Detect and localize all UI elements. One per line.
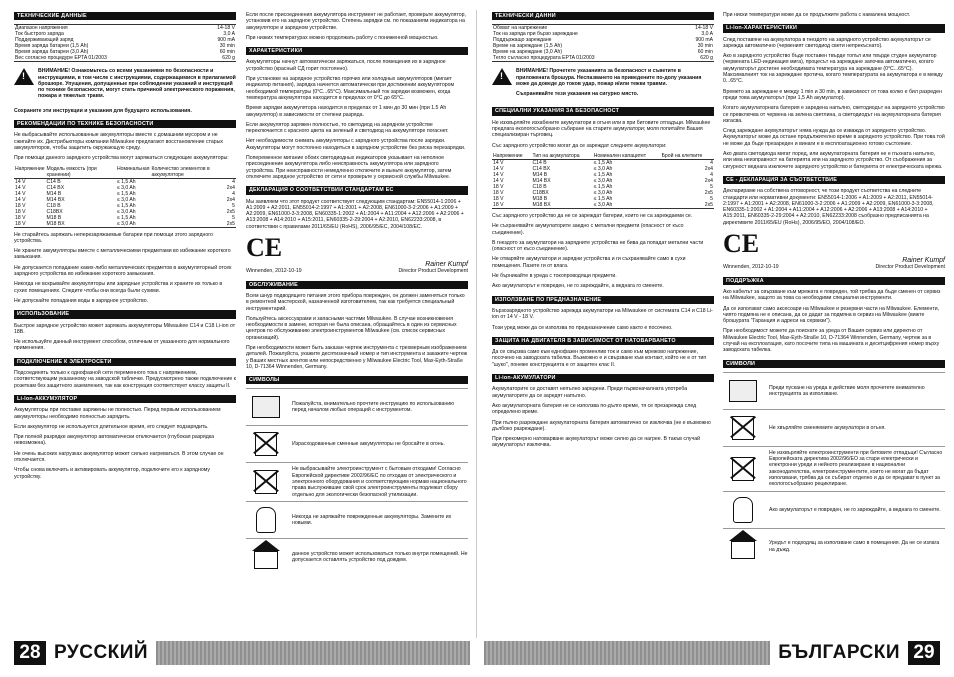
- body-paragraph: При низких температурах можно продолжать работу с пониженной мощностью.: [246, 34, 439, 41]
- body-paragraph: При ниски температури може да се продължите работа с намалена мощност.: [723, 12, 911, 18]
- battery-paragraph: Акумулаторите се доставят непълно заредени. Преди първоначалната употреба акумулаторите да се заредят напълно.: [492, 386, 688, 399]
- safety-paragraph: В гнездото за акумулатори на зарядните устройства не бива да попадат метални части (опасност от късо съединение).: [492, 239, 704, 253]
- table-row: 18 V M18 BX ≤ 3,0 Ah 2x5: [493, 201, 713, 208]
- features-paragraph: Время зарядки аккумулятора находится в пределах от 1 мин до 30 мин (при 1.5 Ah аккумулятор) в зависимости от степени разряда.: [246, 105, 447, 118]
- maintenance-paragraph: Пользуйтесь аксессуарами и запасными частями Milwaukee. В случае возникновения необходимости в замене, которая не была описана, обращайтесь в один из сервисных центров по обслуживанию электроинструментов Milwaukee (см. список сервисных организаций).: [246, 315, 457, 341]
- symbols-heading: СИМВОЛЫ: [246, 376, 468, 384]
- use-heading: ИЗПОЛЗВАНЕ ПО ПРЕДНАЗНАЧЕНИЕ: [492, 296, 714, 304]
- table-row: Ток быстрого заряда 3,0 A: [15, 31, 235, 38]
- right-column-2: [723, 12, 945, 565]
- features-paragraph: Аккумуляторы начнут автоматически заряжаться, после помещения их в зарядное устройство (красный СД горит постоянно).: [246, 59, 446, 72]
- maintenance-paragraph: Всем шнур подводящего питания этого прибора поврежден, он должен заменяться только в ремонтной мастерской, назначенной изготовителем, так как требуется специальный инструментарий.: [246, 292, 465, 312]
- table-row: 14 V C14 B ≤ 1,5 Ah 4: [493, 159, 713, 166]
- maintenance-paragraph: При необходимости может быть заказан чертеж инструмента с трехмерным изображением деталей. Пожалуйста, укажите десятизначный номер и тип инструмента и закажите чертеж у Ваших местных агентов или непосредственно у Milwaukee Electric Tool, Max-Eyth-Straße 10, D-71364 Winnenden, Germany.: [246, 344, 468, 370]
- table-row: 14 V M14 B ≤ 1,5 Ah 4: [493, 171, 713, 178]
- battery-paragraph: При пълно разреждане акумулаторната батерия автоматично се изключва (не е възможно дълбоко разреждане).: [492, 419, 711, 432]
- no-fire-battery-icon: [732, 416, 754, 440]
- indoor-use-icon: [254, 551, 278, 569]
- declaration-text: Мы заявляем что этот продукт соответствует следующим стандартам: EN55014-1:2006 + A1:2009 + A2:2011, EN55014-2:1997 + A1:2001 + A2:2008, EN61000-3-2:2006 + A1:2009 + A2:2009, EN61000-3-3:2008, EN60335-1:2002 + A1:2004 + A11:2004 + A12:2006 + A2:2006 + A13:2008 + A14:2010 + A15:2011, EN60335-2-29:2004 + A2:2010, EN62233:2008, в соответствии с правилами 2011/65/EU (RoHS), 2006/95/EC, 2004/108/EC.: [246, 198, 464, 230]
- features-paragraph: Времето за зареждане е между 1 min и 30 min, в зависимост от това колко е бил разреден преди това акумулаторът (при 1,5 Ah акумулатор).: [723, 88, 942, 101]
- crossed-bin-icon: [732, 457, 754, 481]
- ce-mark: CE: [723, 229, 760, 259]
- table-header: Напрежение Тип на акумулатора Номинален капацитет Брой на клетките: [492, 153, 714, 160]
- features-paragraph: При установке на зарядное устройство горячих или холодных аккумуляторов (мигает индикатор питания), зарядка начнется автоматически при достижении аккумулятором необходимой температуры (0°C...65°C). Максимальный ток зарядки возможен, когда температура аккумулятора находится в пределах от 0°C до 65°C.: [246, 76, 455, 101]
- ce-mark: CE: [246, 233, 283, 263]
- table-row: Ток на заряда при бързо зареждане 3,0 A: [493, 31, 713, 38]
- symbol-row: данное устройство может использоваться только внутри помещений. Не допускается оставлять устройство под дождем.: [246, 538, 468, 575]
- features-paragraph: След зареждане акумулаторът няма нужда да се изважда от зарядното устройство. Акумулаторът може да остане продължително време в зарядното устройство. При това той не може да бъде презареден и винаги е в експлоатационно готово състояние.: [723, 128, 945, 147]
- battery-table: [14, 166, 236, 228]
- table-row: 14 V M14 BX ≤ 3,0 Ah 2x4: [493, 177, 713, 184]
- symbol-row: Не изхвърляйте електроинструменти при битовите отпадъци! Съгласно Европейската директива 2002/96/ЕО за стари електрически и електронни уреди и нейното реализиране в национални законодателства, електроинструментите, които не могат да бъдат използвани, трябва да се събират отделно и да се предават в пункт за екологосъобразно рециклиране.: [723, 446, 945, 491]
- safety-heading: РЕКОМЕНДАЦИИ ПО ТЕХНИКЕ БЕЗОПАСНОСТИ: [14, 120, 236, 128]
- features-heading: ХАРАКТЕРИСТИКИ: [246, 47, 468, 55]
- battery-paragraph: Чтобы снова включить и активировать аккумулятор, подключите его к зарядному устройству.: [14, 467, 210, 480]
- symbol-row: Преди пускане на уреда в действие моля прочетете внимателно инструкцията за използване.: [723, 372, 945, 409]
- features-paragraph: След поставяне на акумулатора в гнездото на зарядното устройство акумулаторът се зарежда автоматично (червеният светодиод свети непрекъснато).: [723, 36, 931, 49]
- signer-name: Rainer Kumpf: [425, 261, 468, 269]
- maintenance-heading: ПОДДРЪЖКА: [723, 277, 945, 285]
- battery-paragraph: При прекомерно натоварване акумулаторът може силно да се нагрее. В такъв случай акумулаторът изключва.: [492, 436, 701, 449]
- table-row: Диапазон напряжения 14-18 V: [15, 25, 235, 32]
- tech-data-heading: ТЕХНИЧЕСКИЕ ДАННЫЕ: [14, 12, 236, 20]
- table-row: Поддерживающий заряд 900 mA: [15, 37, 235, 44]
- symbol-row: Не хвърляйте сменяемите акумулатори в огъня.: [723, 409, 945, 446]
- symbol-row: Никогда не заряжайте поврежденные аккумуляторы. Замените их новыми.: [246, 501, 468, 538]
- tech-data-table: [14, 24, 236, 62]
- page-language: РУССКИЙ: [54, 642, 149, 663]
- table-row: Поддържащо зареждане 900 mA: [493, 37, 713, 44]
- signer-place: Winnenden, 2012-10-19: [246, 268, 302, 275]
- symbols-heading: СИМВОЛИ: [723, 360, 945, 368]
- table-row: 18 V M18 BX ≤ 3,0 Ah 2x5: [15, 220, 235, 227]
- left-column-2: [246, 12, 468, 575]
- electric-paragraph: Подсоединять только к однофазной сети переменного тока с напряжением, соответствующим указанному на заводской табличке. Предусмотрено также подключение к розеткам без защитного заземления, так как конструкция соответствует классу защиты II.: [14, 370, 236, 389]
- safety-paragraph: Никогда не вскрывайте аккумуляторы или зарядные устройства и храните их только в сухих помещениях. Следите чтобы они всегда были сухими.: [14, 281, 223, 294]
- declaration-text: Декларираме на собствена отговорност, че този продукт съответства на следните стандарти или нормативни документи: EN55014-1:2006 + A1:2009 + A2:2011, EN55014-2:1997 + A1:2001 + A2:2008, EN61000-3-2:2006 + A1:2009 + A2:2009, EN61000-3-3:2008, EN60335-1:2002 + A1:2004 + A11:2004 + A12:2006 + A2:2006 + A13:2008 + A14:2010 + A15:2011, EN60335-2-29:2004 + A2:2010, EN62233:2008 съобразно предписанията на директивите 2011/65/EU (RoHs), 2006/95/EO, 2004/108/EO.: [723, 188, 934, 226]
- table-row: 14 V M14 BX ≤ 3,0 Ah 2x4: [15, 196, 235, 203]
- symbol-row: Израсходованные сменные аккумуляторы не бросайте в огонь.: [246, 425, 468, 462]
- table-header: Напряжение Модель емкость (при хранении) Номинальная Количество элементов в аккумуляторе: [14, 166, 236, 179]
- battery-heading: Li-Ion-АККУМУЛЯТОР: [14, 395, 236, 403]
- warning-keep: Сохраните эти инструкции и указания для будущего использования.: [14, 107, 192, 114]
- footer-bar: [156, 641, 470, 665]
- safety-paragraph: Не съхранявайте акумулаторите заедно с метални предмети (опасност от късо съединение).: [492, 223, 684, 236]
- battery-paragraph: Аккумуляторы при поставке заряжены не полностью. Перед первым использованием аккумуляторы необходимо полностью зарядить.: [14, 407, 221, 420]
- safety-paragraph: При помощи данного зарядного устройства могут заряжаться следующие аккумуляторы:: [14, 155, 229, 162]
- signer-title: Director Product Development: [398, 268, 468, 275]
- warning-text: ВНИМАНИЕ! Ознакомьтесь со всеми указаниями по безопасности и инструкциями, в том числе с инструкциями, содержащимися в прилагаемой брошюре. Упущения, допущенные при соблюдении указаний и инструкций по технике безопасности, могут стать причиной электрического поражения, пожара и тяжелых травм.: [38, 68, 236, 100]
- read-manual-icon: [252, 396, 280, 418]
- safety-paragraph: Със зарядното устройство да не се зареждат батерии, които не са зареждаеми се.: [492, 212, 693, 219]
- battery-heading: Li-ion-АКУМУЛАТОРИ: [492, 374, 714, 382]
- features-heading: Li-Ion-ХАРАКТЕРИСТИКИ: [723, 24, 945, 32]
- table-row: Время заряда батареи (1,5 Ah) 30 min: [15, 43, 235, 50]
- body-paragraph: Если после присоединения аккумулятора инструмент не работает, проверьте аккумулятор, установив его на зарядное устройство. Степень зарядки см. по показаниям индикатора на аккумуляторе и зарядном устройстве.: [246, 12, 466, 31]
- signer-place: Winnenden, 2012-10-19: [723, 264, 779, 271]
- electric-heading: ПОДКЛЮЧЕНИЕ К ЭЛЕКТРОСЕТИ: [14, 358, 236, 366]
- safety-paragraph: Ако акумулаторът е повреден, не го зареждайте, а веднага го сменете.: [492, 283, 664, 290]
- signer-name: Rainer Kumpf: [902, 257, 945, 265]
- damaged-battery-icon: [256, 507, 276, 533]
- table-row: 14 V M14 B ≤ 1,5 Ah 4: [15, 190, 235, 197]
- use-heading: ИСПОЛЬЗОВАНИЕ: [14, 310, 236, 318]
- tech-data-table: [492, 24, 714, 62]
- features-paragraph: Нет необходимости снимать аккумуляторы с зарядного устройства после зарядки. Аккумуляторы могут постоянно находиться в зарядном устройстве без риска перезарядки.: [246, 138, 466, 151]
- table-row: 18 V C18 B ≤ 1,5 Ah 5: [493, 183, 713, 190]
- signature-block: [246, 234, 468, 275]
- use-paragraph: Быстрое зарядное устройство может заряжать аккумуляторы Milwaukee C14 и C18 Li-ion от 18В.: [14, 322, 236, 335]
- damaged-battery-icon: [733, 497, 753, 523]
- table-row: 18 V C18 B ≤ 1,5 Ah 5: [15, 202, 235, 209]
- right-column-1: [492, 12, 714, 453]
- no-fire-battery-icon: [255, 432, 277, 456]
- page-divider: [476, 10, 477, 638]
- maintenance-paragraph: При необходимост можете да поискате за уреда от Вашия сервиз или директно от Milwaukee Electric Tool, Max-Eyth-Straße 10, D-71364 Winnenden, Germany, чертеж за в случай на експлоатация, като посочите типа на машината и десетцифрения номер върху заводската табелка.: [723, 328, 940, 354]
- page-language: БЪЛГАРСКИ: [778, 642, 900, 663]
- maintenance-paragraph: Ако кабелът за свързване към мрежата е повреден, той трябва да бъде сменен от сервиз на Milwaukee, защото за това са необходими специални инструменти.: [723, 288, 941, 302]
- features-paragraph: Попеременное мигание обоих светодиодных индикаторов указывает на неполное присоединение аккумулятора либо неисправность аккумулятора или зарядного устройства. При неисправности немедленно отключите и выньте аккумулятор, затем отключите зарядное устройство от сети и проверьте у сервисной службы Milwaukee.: [246, 155, 452, 180]
- safety-heading: СПЕЦИАЛНИ УКАЗАНИЯ ЗА БЕЗОПАСНОСТ: [492, 107, 714, 115]
- battery-table: [492, 153, 714, 209]
- table-row: 18 V C18BX ≤ 3,0 Ah 2x5: [15, 208, 235, 215]
- page-number: 28: [14, 641, 46, 665]
- right-page-footer: [484, 641, 940, 665]
- safety-paragraph: Със зарядното устройство могат да се зареждат следните акумулатори:: [492, 142, 667, 149]
- symbol-row: Пожалуйста, внимательно прочтите инструкцию по использованию перед началом любых операций с инструментом.: [246, 388, 468, 425]
- signer-title: Director Product Development: [875, 264, 945, 271]
- declaration-heading: ДЕКЛАРАЦИЯ О СООТВЕТСТВИИ СТАНДАРТАМ ЕС: [246, 186, 468, 194]
- page-number: 29: [908, 641, 940, 665]
- safety-paragraph: Не отваряйте акумулатори и зарядни устройства и ги съхранявайте само в сухи помещения. Пазете ги от влага.: [492, 256, 686, 269]
- features-paragraph: Когато акумулаторната батерия е заредена напълно, светодиодът на зарядното устройство се превключва от червена на зелена светлина, а светодиодът на акумулаторната батерия изгасва.: [723, 105, 945, 124]
- table-row: 14 V C14 BX ≤ 3,0 Ah 2x4: [493, 165, 713, 172]
- signature-block: [723, 230, 945, 271]
- table-row: 18 V C18BX ≤ 3,0 Ah 2x5: [493, 189, 713, 196]
- electric-paragraph: Да се свързва само към еднофазен променлив ток и само към мрежово напрежение, посочено на заводската табелка. Възможно е и свързване към контакт, който не е от тип "шуко", понеже конструкцията е от защитен клас II.: [492, 349, 707, 368]
- table-row: Тегло съгласно процедурата EPTA 01/2003 620 g: [493, 55, 713, 62]
- tech-data-heading: ТЕХНИЧЕСКИ ДАННИ: [492, 12, 714, 20]
- features-paragraph: Если аккумулятор заряжен полностью, то светодиод на зарядном устройстве переключается с красного цвета на зеленый и светодиод на аккумуляторе погаснет.: [246, 121, 449, 135]
- table-row: Време на зареждане (3,0 Ah) 60 min: [493, 49, 713, 56]
- features-paragraph: Ако в зарядното устройство бъде поставен твърде топъл или твърде студен акумулатор (червената LED-индикация мига), процесът на зареждане започва автоматично, когато акумулаторът достигне необходимата температура на зареждане (0°C...65°C). Максималният ток на зареждане протича, когато температурата на акумулатора е в между 0...65°C.: [723, 53, 943, 85]
- warning-icon: !: [14, 68, 34, 85]
- safety-paragraph: Не старайтесь заряжать неперезаряжаемые батареи при помощи этого зарядного устройства.: [14, 231, 213, 244]
- safety-paragraph: Не бърникайте в уреда с токопроводящи предмети.: [492, 273, 617, 280]
- symbol-row: Ако акумулаторът е повреден, не го зареждайте, а веднага го сменете.: [723, 491, 945, 528]
- footer-bar: [484, 641, 770, 665]
- use-paragraph: Не используйте данный инструмент способом, отличным от указанного для нормального применения.: [14, 339, 230, 352]
- battery-paragraph: Не очень высоких нагрузках аккумулятор может сильно нагреваться. В этом случае он отключается.: [14, 450, 224, 463]
- warning-icon: !: [492, 68, 512, 85]
- table-row: Время заряда батареи (3,0 Ah) 60 min: [15, 49, 235, 56]
- left-column-1: [14, 12, 236, 484]
- symbol-row: Не выбрасывайте электроинструмент с бытовым отходами! Согласно Европейской директиве 2002/96/ЕС по отходам от электрического и электронного оборудования и соответствующим нормам национального права выслужившие свой срок электроинструменты подлежат сбору отдельно для экологически безопасной утилизации.: [246, 462, 468, 500]
- declaration-heading: CE - ДЕКЛАРАЦИЯ ЗА СЪОТВЕТСТВИЕ: [723, 176, 945, 184]
- use-paragraph: Този уред може да се използва по предназначение само както е посочено.: [492, 324, 673, 331]
- features-paragraph: Ако двата светодиода мигат поред, или акумулаторната батерия не е пъхната напълно, или има неизправност на батерията или на зарядното устройство. От съображения за сигурност веднага изключете зарядното устройство и батерията от електрическата мрежа.: [723, 151, 943, 170]
- table-row: 18 V M18 B ≤ 1,5 Ah 5: [493, 195, 713, 202]
- motor-protection-heading: ЗАЩИТА НА ДВИГАТЕЛЯ В ЗАВИСИМОСТ ОТ НАТОВАРВАНЕТО: [492, 337, 714, 345]
- crossed-bin-icon: [255, 470, 277, 494]
- safety-paragraph: Не выбрасывайте использованные аккумуляторы вместе с домашним мусором и не сжигайте их. Дистрибьюторы компании Milwaukee предлагают восстановление старых аккумуляторов, чтобы защитить окружающую среду.: [14, 132, 224, 151]
- battery-paragraph: Ако акумулаторната батерия не се използва по-дълго време, тя се презарежда след определено време.: [492, 402, 697, 416]
- maintenance-paragraph: Да се използват само аксесоари на Milwaukee и резервни части на Milwaukee. Елементи, чиято подмяна не е описана, да се дадат за подмяна в сервиз на Milwaukee (вижте брошурата "Гаранция и адреси на сервизи").: [723, 305, 940, 325]
- table-row: Обхват на напрежение 14-18 V: [493, 25, 713, 32]
- maintenance-heading: ОБСЛУЖИВАНИЕ: [246, 281, 468, 289]
- safety-paragraph: Не допускается попадание каких-либо металлических предметов в аккумуляторный отсек зарядного устройства во избежание короткого замыкания.: [14, 264, 232, 278]
- use-paragraph: Бързозарядното устройство зарежда акумулатори на Milwaukee от системата C14 и C18 Li-ion от 14 V - 18 V.: [492, 307, 713, 321]
- warning-block: [492, 68, 714, 101]
- table-row: 18 V M18 B ≤ 1,5 Ah 5: [15, 214, 235, 221]
- table-row: Вес согласно процедуре EPTA 01/2003 620 g: [15, 55, 235, 62]
- warning-keep: Съхранявайте тези указания на сигурно място.: [516, 91, 639, 98]
- symbol-row: Уредът е подходящ за използване само в помещения. Да не се излага на дъжд.: [723, 528, 945, 565]
- warning-block: [14, 68, 236, 103]
- table-row: Време на зареждане (1,5 Ah) 30 min: [493, 43, 713, 50]
- table-row: 14 V C14 BX ≤ 3,0 Ah 2x4: [15, 184, 235, 191]
- safety-paragraph: Не допускайте попадания воды в зарядное устройство.: [14, 297, 149, 304]
- indoor-use-icon: [731, 541, 755, 559]
- read-manual-icon: [729, 380, 757, 402]
- left-page-footer: [14, 641, 470, 665]
- safety-paragraph: Не изхвърляйте изхабените акумулатори в огъня или в при битовите отпадъци. Milwaukee предлага екологосъобразно събиране на старите акумулатори; моля попитайте Вашия специализиран търговец.: [492, 119, 711, 139]
- table-row: 14 V C14 B ≤ 1,5 Ah 4: [15, 178, 235, 185]
- warning-text: ВНИМАНИЕ! Прочетете указанията за безопасност и съветите в приложената брошура. Неспазването на приведените по-долу указания може да доведе до токов удар, пожар и/или тежки травми.: [516, 68, 702, 87]
- battery-paragraph: Если аккумулятор не используется длительное время, его следует подзарядить.: [14, 423, 209, 430]
- safety-paragraph: Не храните аккумуляторы вместе с металлическими предметами во избежание короткого замыкания.: [14, 248, 231, 261]
- battery-paragraph: При полной разрядке аккумулятор автоматически отключается (глубокая разрядка невозможна).: [14, 434, 214, 447]
